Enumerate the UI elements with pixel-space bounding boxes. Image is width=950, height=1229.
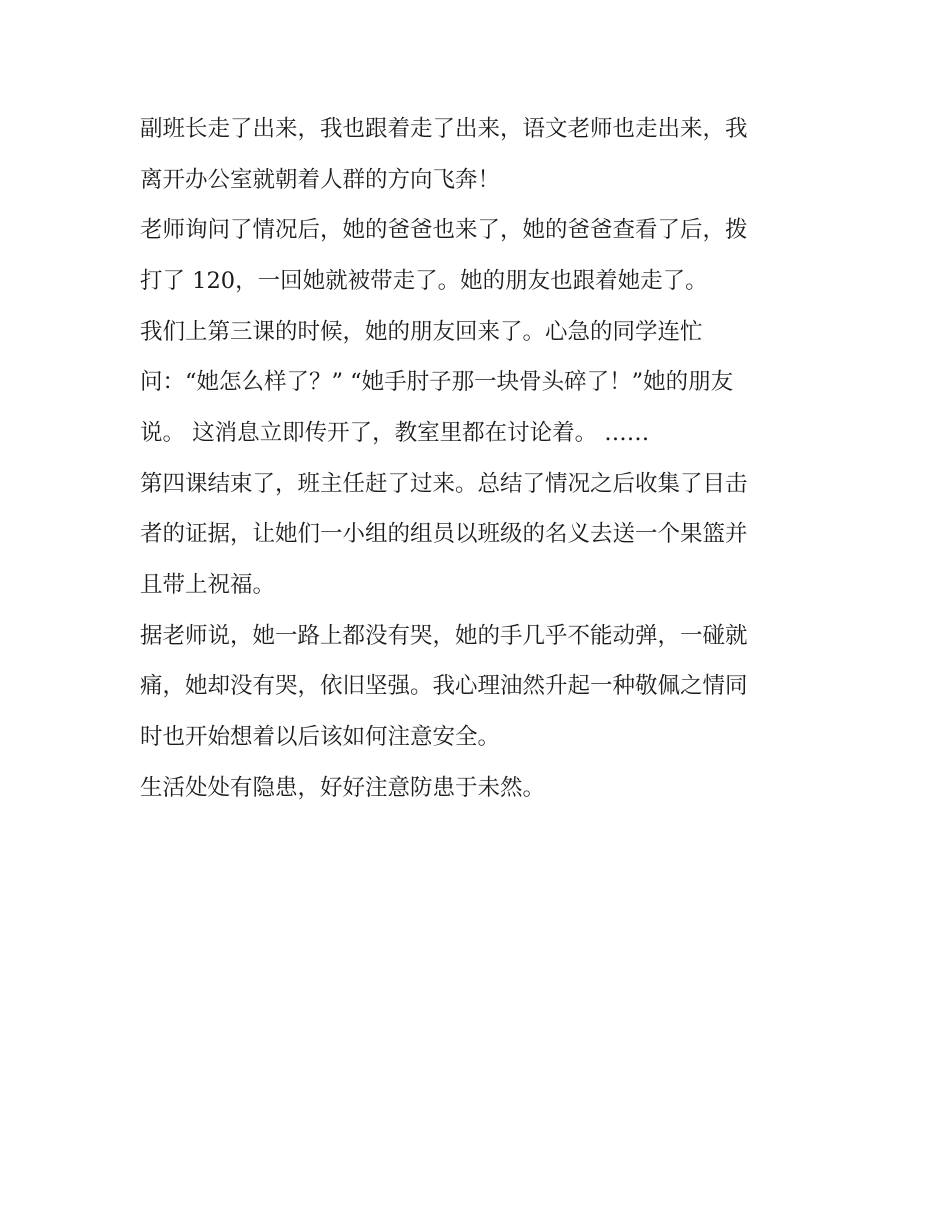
text-line: 据老师说，她一路上都没有哭，她的手几乎不能动弹，一碰就 — [140, 623, 748, 649]
text-line: 打了 120，一回她就被带走了。她的朋友也跟着她走了。 — [140, 268, 708, 294]
text-line: 生活处处有隐患，好好注意防患于未然。 — [140, 775, 546, 801]
text-line: 我们上第三课的时候，她的朋友回来了。心急的同学连忙 — [140, 319, 703, 345]
text-line: 第四课结束了，班主任赶了过来。总结了情况之后收集了目击 — [140, 471, 748, 497]
text-line: 痛，她却没有哭，依旧坚强。我心理油然升起一种敬佩之情同 — [140, 673, 748, 699]
text-line: 问：“她怎么样了？” “她手肘子那一块骨头碎了！”她的朋友 — [140, 369, 734, 395]
text-line: 说。 这消息立即传开了，教室里都在讨论着。 …… — [140, 420, 650, 446]
text-line: 者的证据，让她们一小组的组员以班级的名义去送一个果篮并 — [140, 521, 748, 547]
text-line: 时也开始想着以后该如何注意安全。 — [140, 724, 501, 750]
text-line: 副班长走了出来，我也跟着走了出来，语文老师也走出来，我 — [140, 116, 748, 142]
text-line: 离开办公室就朝着人群的方向飞奔！ — [140, 167, 501, 193]
text-line: 老师询问了情况后，她的爸爸也来了，她的爸爸查看了后，拨 — [140, 217, 748, 243]
text-line: 且带上祝福。 — [140, 572, 276, 598]
